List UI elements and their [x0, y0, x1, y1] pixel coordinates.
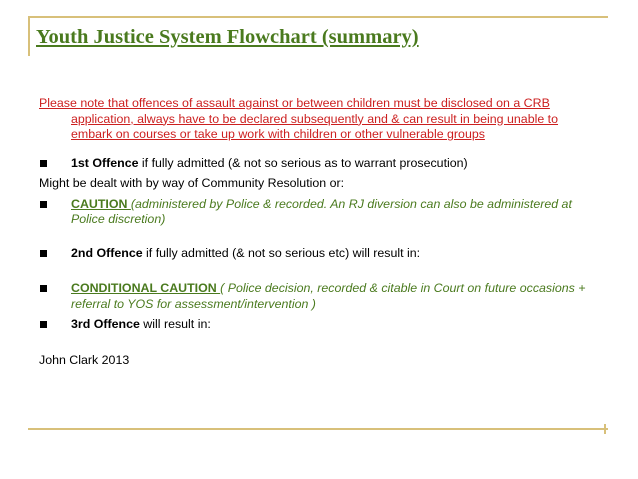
bullet-icon [40, 250, 47, 257]
caution-item [39, 197, 599, 228]
top-divider [28, 16, 608, 18]
caution-label: CAUTION [71, 196, 131, 211]
third-offence-text: will result in: [139, 317, 211, 331]
page-title: Youth Justice System Flowchart (summary) [36, 26, 419, 48]
conditional-caution-item [39, 281, 599, 312]
left-divider [28, 16, 30, 56]
third-offence-label: 3rd Offence [71, 317, 140, 331]
bottom-divider [28, 428, 608, 430]
second-offence-item [39, 246, 599, 262]
bottom-divider-tick [604, 424, 606, 434]
bullet-icon [40, 285, 47, 292]
conditional-caution-text: ( Police decision, recorded & citable in Court on future occasions + referral to YOS for assessment/intervention ) [71, 281, 586, 311]
caution-text: (administered by Police & recorded. An RJ diversion can also be administered at Police discretion) [71, 196, 572, 226]
conditional-caution-label: CONDITIONAL CAUTION [71, 281, 221, 295]
disclosure-note: Please note that offences of assault against or between children must be disclosed on a CRB application, always have to be declared subsequently and & can result in being unable to embark on courses or take up work with children or other vulnerable groups [39, 96, 559, 141]
second-offence-text: if fully admitted (& not so serious etc) will result in: [142, 245, 421, 260]
first-offence-text: if fully admitted (& not so serious as to warrant prosecution) [138, 155, 468, 170]
bullet-icon [40, 160, 47, 167]
bullet-icon [40, 321, 47, 328]
community-resolution-text: Might be dealt with by way of Community Resolution or: [39, 176, 345, 190]
first-offence-label: 1st Offence [71, 155, 139, 170]
third-offence-item [39, 317, 599, 333]
author-credit: John Clark 2013 [39, 352, 130, 367]
first-offence-item [39, 156, 599, 172]
second-offence-label: 2nd Offence [71, 245, 143, 260]
slide-content [39, 96, 599, 368]
bullet-icon [40, 201, 47, 208]
